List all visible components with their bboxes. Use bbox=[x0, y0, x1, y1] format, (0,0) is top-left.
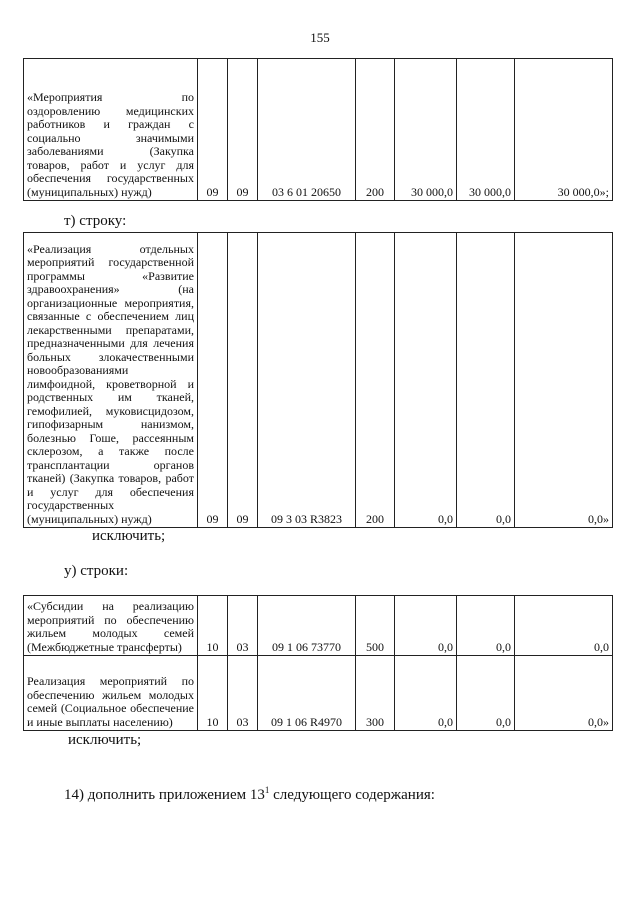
paragraph-14-text-end: следующего содержания: bbox=[269, 787, 435, 803]
budget-table-2 bbox=[23, 232, 613, 528]
row-sum-3: 0,0» bbox=[515, 656, 613, 731]
paragraph-t: т) строку: bbox=[64, 213, 127, 229]
table-row bbox=[24, 596, 613, 656]
row-sum-2: 0,0 bbox=[457, 656, 515, 731]
row-sum-3: 0,0 bbox=[515, 596, 613, 656]
row-target-article: 03 6 01 20650 bbox=[258, 59, 356, 201]
row-sum-3: 30 000,0»; bbox=[515, 59, 613, 201]
row-description: Реализация мероприятий по обеспечению жильем молодых семей (Социальное обеспечение и иные выплаты населению) bbox=[24, 656, 198, 731]
exclude-text-2: исключить; bbox=[68, 732, 142, 748]
row-subsection: 09 bbox=[228, 233, 258, 528]
paragraph-14 bbox=[64, 785, 435, 804]
row-subsection: 09 bbox=[228, 59, 258, 201]
row-section: 09 bbox=[198, 233, 228, 528]
row-subsection: 03 bbox=[228, 596, 258, 656]
row-description: «Реализация отдельных мероприятий государственной программы «Развитие здравоохранения» (на организационные мероприятия, связанные с обеспечением лиц лекарственными препаратами, предназначенными для лечения больных злокачественными новообразованиями лимфоидной, кроветворной и родственных им тканей, гемофилией, муковисцидозом, гипофизарным нанизмом, болезнью Гоше, рассеянным склерозом, а также после трансплантации органов тканей) (Закупка товаров, работ и услуг для обеспечения государственных (муниципальных) нужд) bbox=[24, 233, 198, 528]
row-description: «Субсидии на реализацию мероприятий по обеспечению жильем молодых семей (Межбюджетные трансферты) bbox=[24, 596, 198, 656]
row-expense-type: 200 bbox=[356, 59, 395, 201]
row-sum-1: 30 000,0 bbox=[395, 59, 457, 201]
budget-table-3 bbox=[23, 595, 613, 731]
row-subsection: 03 bbox=[228, 656, 258, 731]
row-target-article: 09 1 06 R4970 bbox=[258, 656, 356, 731]
row-section: 10 bbox=[198, 596, 228, 656]
budget-table-1 bbox=[23, 58, 613, 201]
row-expense-type: 200 bbox=[356, 233, 395, 528]
page-number: 155 bbox=[310, 30, 330, 45]
row-target-article: 09 3 03 R3823 bbox=[258, 233, 356, 528]
row-sum-2: 0,0 bbox=[457, 233, 515, 528]
paragraph-14-superscript: 1 bbox=[264, 785, 270, 795]
row-description: «Мероприятия по оздоровлению медицинских работников и граждан с социально значимыми заболеваниями (Закупка товаров, работ и услуг для обеспечения государственных (муниципальных) нужд) bbox=[24, 59, 198, 201]
table-row bbox=[24, 656, 613, 731]
table-row bbox=[24, 233, 613, 528]
row-section: 09 bbox=[198, 59, 228, 201]
row-target-article: 09 1 06 73770 bbox=[258, 596, 356, 656]
row-sum-3: 0,0» bbox=[515, 233, 613, 528]
row-expense-type: 300 bbox=[356, 656, 395, 731]
row-section: 10 bbox=[198, 656, 228, 731]
row-sum-1: 0,0 bbox=[395, 233, 457, 528]
table-row bbox=[24, 59, 613, 201]
paragraph-14-text: 14) дополнить приложением 13 bbox=[64, 787, 265, 803]
row-sum-2: 0,0 bbox=[457, 596, 515, 656]
row-sum-1: 0,0 bbox=[395, 596, 457, 656]
row-expense-type: 500 bbox=[356, 596, 395, 656]
row-sum-1: 0,0 bbox=[395, 656, 457, 731]
row-sum-2: 30 000,0 bbox=[457, 59, 515, 201]
exclude-text-1: исключить; bbox=[92, 528, 166, 544]
paragraph-u: у) строки: bbox=[64, 563, 129, 579]
